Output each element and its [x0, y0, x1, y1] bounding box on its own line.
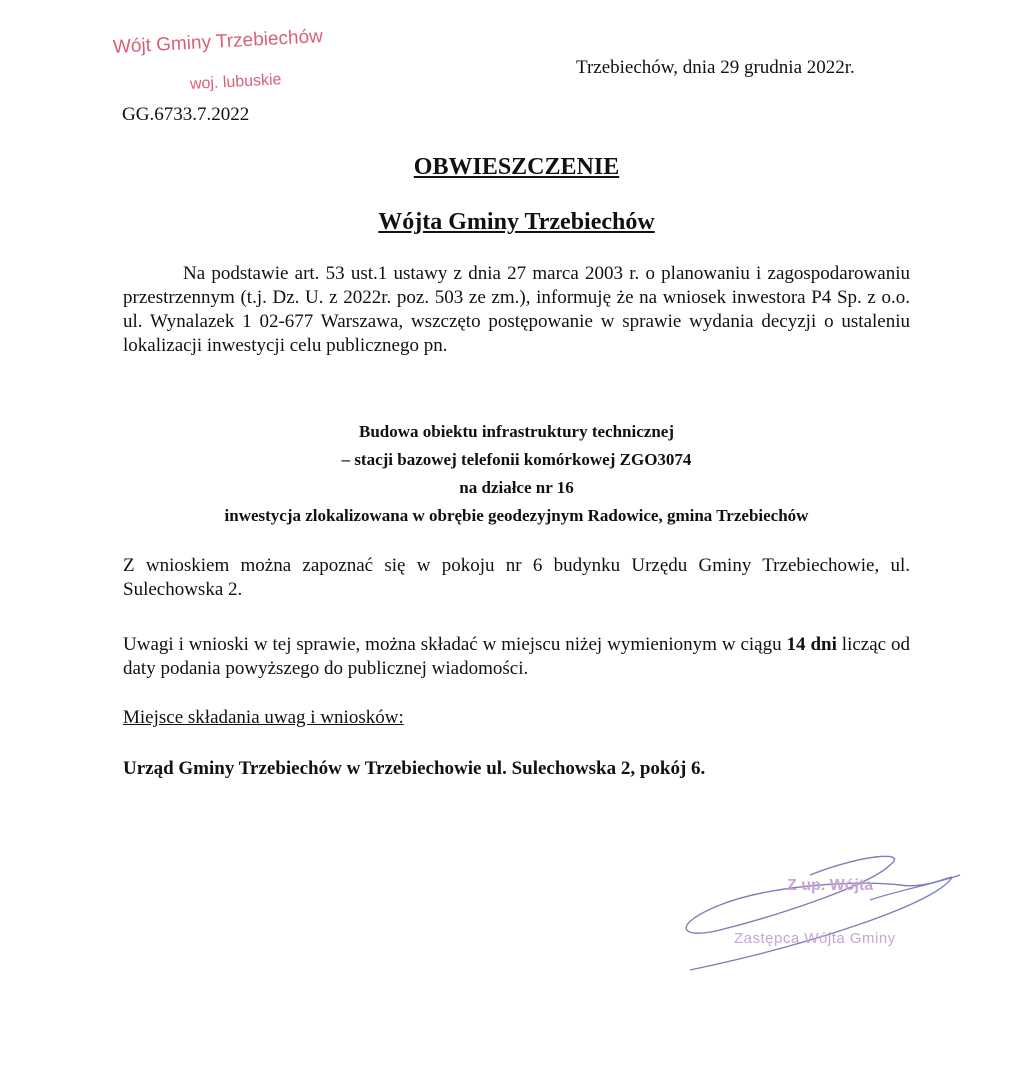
place-label: Miejsce składania uwag i wniosków: — [123, 707, 404, 728]
page-title: OBWIESZCZENIE — [413, 154, 620, 180]
reference-number: GG.6733.7.2022 — [122, 104, 250, 125]
signature-stroke — [686, 856, 952, 970]
investment-line-1: Budowa obiektu infrastruktury technicznej — [359, 422, 674, 441]
region-stamp: woj. lubuskie — [189, 71, 282, 93]
signature-stamp-line1: Z up. Wójta — [787, 877, 874, 894]
investment-line-4: inwestycja zlokalizowana w obrębie geodezyjnym Radowice, gmina Trzebiechów — [224, 506, 809, 525]
comments-text: Uwagi i wnioski w tej sprawie, można składać w miejscu niżej wymienionym w ciągu — [123, 634, 782, 655]
investment-block — [0, 418, 1033, 530]
intro-paragraph: Na podstawie art. 53 ust.1 ustawy z dnia 27 marca 2003 r. o planowaniu i zagospodarowaniu przestrzennym (t.j. Dz. U. z 2022r. poz. 503 ze zm.), informuję że na wniosek inwestora P4 Sp. z o.o. ul. Wynalazek 1 02-677 Warszawa, wszczęto postępowanie w sprawie wydania decyzji o ustaleniu lokalizacji inwestycji celu publicznego pn. — [123, 263, 910, 356]
investment-line-2: – stacji bazowej telefonii komórkowej ZGO3074 — [341, 450, 692, 469]
signature-stroke — [870, 875, 960, 900]
place-value: Urząd Gminy Trzebiechów w Trzebiechowie ul. Sulechowska 2, pokój 6. — [123, 758, 706, 779]
signature-stamp-line2: Zastępca Wójta Gminy — [734, 930, 896, 947]
deadline: 14 dni — [786, 634, 837, 655]
investment-line-3: na działce nr 16 — [459, 478, 574, 497]
page-subtitle: Wójta Gminy Trzebiechów — [378, 209, 655, 235]
signature-scribble — [660, 845, 980, 985]
comments-paragraph — [123, 633, 910, 681]
document-date: Trzebiechów, dnia 29 grudnia 2022r. — [576, 57, 855, 78]
office-stamp: Wójt Gminy Trzebiechów — [112, 26, 324, 58]
access-paragraph: Z wnioskiem można zapoznać się w pokoju nr 6 budynku Urzędu Gminy Trzebiechowie, ul. Sulechowska 2. — [123, 555, 910, 600]
comments-text-end: licząc od daty podania powyższego do publicznej wiadomości. — [123, 634, 911, 679]
